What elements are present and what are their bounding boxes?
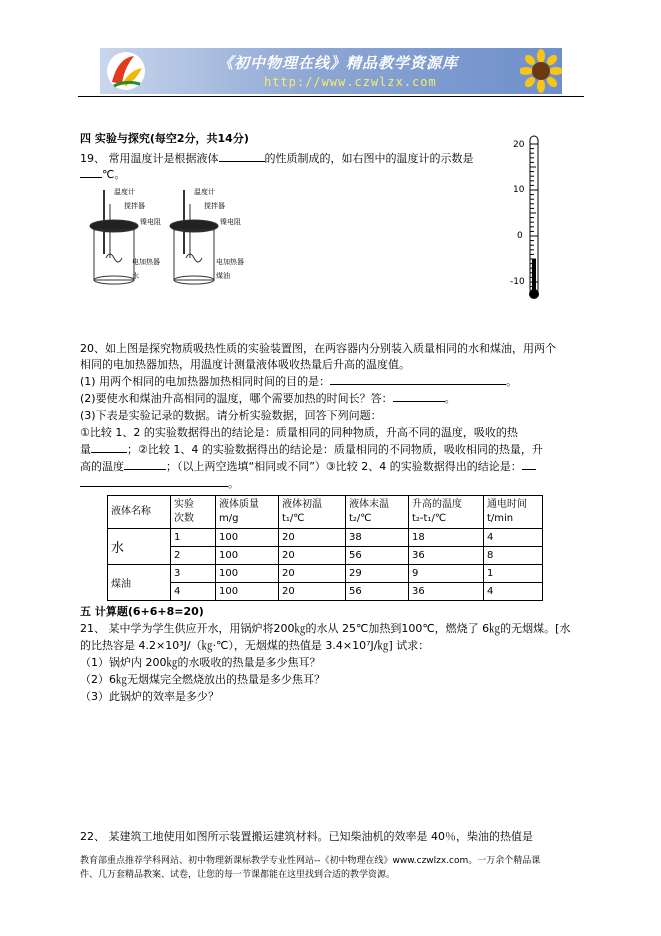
apparatus-label: 电加热器 xyxy=(132,258,160,266)
table-row xyxy=(108,565,543,583)
thermometer-figure xyxy=(500,132,560,304)
table-cell: 4 xyxy=(484,583,543,601)
table-cell: 20 xyxy=(279,529,346,547)
table-header-row xyxy=(108,496,543,529)
table-cell: 4 xyxy=(484,529,543,547)
section5-heading: 五 计算题(6+6+8=20) xyxy=(80,605,204,618)
q19-blank-1 xyxy=(219,161,265,162)
table-cell: 1 xyxy=(171,529,216,547)
q20-blank-1 xyxy=(330,384,506,385)
table-header: 液体初温 t₁/℃ xyxy=(279,496,346,529)
q19-blank-2 xyxy=(80,177,102,178)
q20-q2-end: 。 xyxy=(444,392,456,405)
q20-text: 。 xyxy=(228,477,239,490)
apparatus-label: 搅拌器 xyxy=(124,202,145,210)
q21-sub2: （2）6㎏无烟煤完全燃烧放出的热量是多少焦耳？ xyxy=(80,673,325,686)
q20-text: 高的温度 xyxy=(80,460,124,473)
apparatus-label: 搅拌器 xyxy=(204,202,225,210)
q22-line1: 22、 某建筑工地使用如图所示装置搬运建筑材料。已知柴油机的效率是 40％，柴油的热值是 xyxy=(80,830,533,843)
table-cell: 18 xyxy=(409,529,484,547)
table-cell: 20 xyxy=(279,565,346,583)
q20-line6: ①比较 1、2 的实验数据得出的结论是：质量相同的同种物质，升高不同的温度，吸收的热 xyxy=(80,426,518,439)
q19-text-c: ℃。 xyxy=(102,168,126,181)
footer-line2: 件、几万套精品教案、试卷，让您的每一节课都能在这里找到合适的教学资源。 xyxy=(80,870,396,880)
table-header: 升高的温度 t₂-t₁/℃ xyxy=(409,496,484,529)
tick-label: 10 xyxy=(513,185,525,195)
table-row xyxy=(108,547,543,565)
q20-blank-6 xyxy=(80,486,228,487)
q19-text-a: 19、 常用温度计是根据液体 xyxy=(80,152,219,165)
q20-line4 xyxy=(80,392,456,405)
q20-line2: 相同的电加热器加热，用温度计测量液体吸收热量后升高的温度值。 xyxy=(80,358,410,371)
q20-blank-5 xyxy=(522,469,536,470)
group-cell: 煤油 xyxy=(108,565,171,601)
section4-heading: 四 实验与探究(每空2分，共14分) xyxy=(80,132,249,145)
q20-q1-text: (1) 用两个相同的电加热器加热相同时间的目的是： xyxy=(80,375,331,388)
apparatus-label: 煤油 xyxy=(216,272,230,280)
data-table xyxy=(107,495,543,601)
tick-label: 0 xyxy=(517,231,523,241)
q20-line9 xyxy=(80,477,239,490)
apparatus-label: 温度计 xyxy=(194,188,215,196)
q21-sub1: （1）锅炉内 200㎏的水吸收的热量是多少焦耳？ xyxy=(80,656,321,669)
q20-q1-end: 。 xyxy=(506,375,518,388)
thermometer-liquid xyxy=(532,259,536,294)
q19-line1 xyxy=(80,152,474,165)
q20-text: 量 xyxy=(80,443,91,456)
table-cell: 100 xyxy=(216,547,279,565)
table-cell: 100 xyxy=(216,583,279,601)
logo-icon xyxy=(104,50,148,92)
apparatus-label: 镍电阻 xyxy=(220,218,241,226)
q19-line2 xyxy=(80,168,125,181)
q20-q2-text: (2)要使水和煤油升高相同的温度，哪个需要加热的时间长？答： xyxy=(80,392,393,405)
table-cell: 100 xyxy=(216,529,279,547)
table-cell: 2 xyxy=(171,547,216,565)
q21-line2: 的比热容是 4.2×10³J/（㎏·℃），无烟煤的热值是 3.4×10⁷J/㎏] 试求： xyxy=(80,639,430,652)
header-banner xyxy=(100,48,562,94)
header-divider xyxy=(78,96,584,97)
table-header: 液体名称 xyxy=(108,496,171,529)
table-cell: 20 xyxy=(279,547,346,565)
table-header: 通电时间 t/min xyxy=(484,496,543,529)
q20-blank-3 xyxy=(91,452,127,453)
table-cell: 9 xyxy=(409,565,484,583)
apparatus-label: 电加热器 xyxy=(216,258,244,266)
q19-text-b: 的性质制成的，如右图中的温度计的示数是 xyxy=(264,152,474,165)
q20-line7 xyxy=(80,443,543,456)
q21-sub3: （3）此锅炉的效率是多少？ xyxy=(80,690,219,703)
q20-text: ；（以上两空选填“相同或不同”）③比较 2、4 的实验数据得出的结论是： xyxy=(166,460,522,473)
q20-line1: 20、如上图是探究物质吸热性质的实验装置图，在两容器内分别装入质量相同的水和煤油，用两个 xyxy=(80,342,556,355)
table-cell: 100 xyxy=(216,565,279,583)
apparatus-label: 镍电阻 xyxy=(140,218,161,226)
table-cell: 20 xyxy=(279,583,346,601)
q20-line3 xyxy=(80,375,517,388)
apparatus-label: 温度计 xyxy=(114,188,135,196)
table-header: 液体末温 t₂/℃ xyxy=(346,496,409,529)
q20-line8 xyxy=(80,460,536,473)
q20-text: ；②比较 1、4 的实验数据得出的结论是：质量相同的不同物质，吸收相同的热量，升 xyxy=(127,443,543,456)
table-header: 实验 次数 xyxy=(171,496,216,529)
tick-label: 20 xyxy=(513,140,525,150)
header-url[interactable]: http://www.czwlzx.com xyxy=(264,75,437,89)
table-cell: 29 xyxy=(346,565,409,583)
table-cell: 56 xyxy=(346,547,409,565)
table-row xyxy=(108,583,543,601)
table-cell: 36 xyxy=(409,583,484,601)
table-row xyxy=(108,529,543,547)
apparatus-label: 水 xyxy=(132,272,139,280)
sunflower-icon xyxy=(520,48,562,94)
q20-line5: (3)下表是实验记录的数据。请分析实验数据，回答下列问题： xyxy=(80,409,382,422)
q20-blank-2 xyxy=(393,401,445,402)
table-header: 液体质量 m/g xyxy=(216,496,279,529)
table-cell: 1 xyxy=(484,565,543,583)
table-cell: 38 xyxy=(346,529,409,547)
q20-blank-4 xyxy=(124,469,166,470)
table-cell: 4 xyxy=(171,583,216,601)
table-cell: 36 xyxy=(409,547,484,565)
table-cell: 56 xyxy=(346,583,409,601)
table-cell: 8 xyxy=(484,547,543,565)
table-cell: 3 xyxy=(171,565,216,583)
group-cell: 水 xyxy=(108,529,171,565)
footer-line1: 教育部重点推荐学科网站、初中物理新课标教学专业性网站--《初中物理在线》www.czwlzx.com。一万余个精品课 xyxy=(80,856,541,866)
apparatus-figure xyxy=(80,184,270,296)
tick-label: -10 xyxy=(510,277,525,287)
header-title: 《初中物理在线》精品教学资源库 xyxy=(218,54,459,72)
q21-line1: 21、 某中学为学生供应开水，用锅炉将200㎏的水从 25℃加热到100℃，燃烧了 6㎏的无烟煤。[水 xyxy=(80,622,571,635)
